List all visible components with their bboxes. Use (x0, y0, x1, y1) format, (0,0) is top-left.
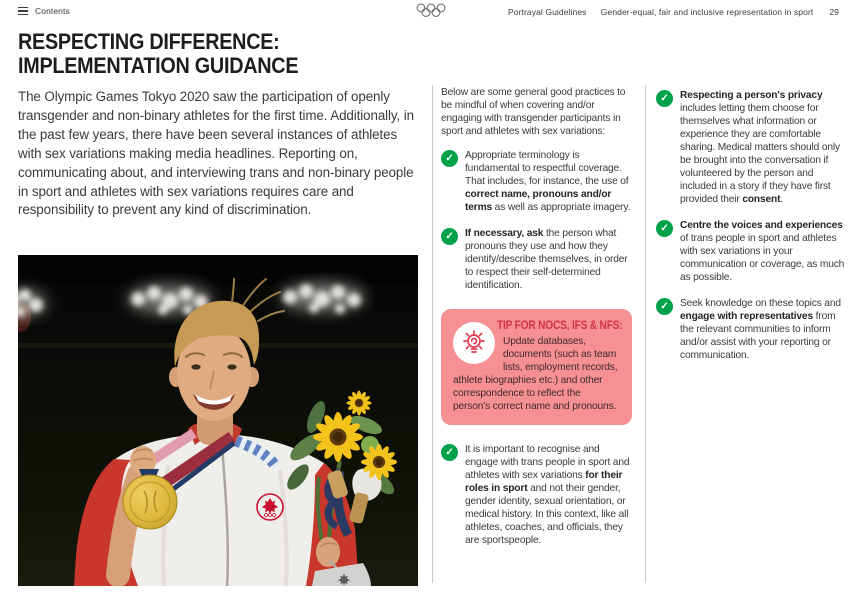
bullet-text: Seek knowledge on these topics and engage with representatives from the relevant communities to inform and/or assist with your reporting or communication. (680, 298, 841, 361)
intro-paragraph: The Olympic Games Tokyo 2020 saw the participation of openly transgender and non-binary athletes for the first time. Additionally, in the past few years, there have been several instances of athletes with sex variations making media headlines. Reporting on, communicating about, and interviewing trans and non-binary people in sport and athletes with sex variations requires care and responsibility to prevent any kind of discrimination. (18, 89, 414, 218)
guidance-bullet (441, 443, 635, 547)
guidance-bullet (441, 149, 635, 214)
bullet-text: If necessary, ask the person what pronouns they use and how they identify/describe themselves, in order to respect their self-determined identification. (465, 228, 628, 291)
check-circle-icon: ✓ (656, 298, 673, 315)
bullet-text: It is important to recognise and engage with trans people in sport and athletes with sex variations for their roles in sport and not their gender, gender identity, sexual orientation, or medical history. In this context, like all athletes, coaches, and officials, they are sportspeople. (465, 444, 630, 546)
guidance-column-middle (441, 86, 635, 560)
guidance-bullet (656, 219, 847, 284)
olympic-rings-icon (416, 3, 446, 18)
doc-subtitle: Gender-equal, fair and inclusive representation in sport (600, 7, 814, 17)
tip-title: TIP FOR NOCS, IFS & NFS: (497, 320, 623, 332)
contents-link[interactable]: Contents (35, 6, 70, 16)
check-circle-icon: ✓ (656, 90, 673, 107)
menu-icon[interactable] (18, 7, 28, 15)
column-divider (645, 85, 646, 583)
guidance-bullet (656, 89, 847, 206)
page-number: 29 (829, 7, 839, 17)
guidance-intro: Below are some general good practices to be mindful of when covering and/or engaging with transgender participants in sport and athletes with sex variations: (441, 87, 626, 137)
doc-title: Portrayal Guidelines (508, 7, 587, 17)
page-title-line1: RESPECTING DIFFERENCE: (18, 29, 280, 54)
athlete-photo (18, 255, 418, 586)
tip-box (441, 309, 632, 425)
tip-body: Update databases, documents (such as team lists, employment records, athlete biographies etc.) and other correspondence to reflect the person's correct name and pronouns. (453, 336, 618, 412)
page-title (18, 30, 298, 77)
page-title-line2: IMPLEMENTATION GUIDANCE (18, 52, 299, 78)
check-circle-icon: ✓ (441, 228, 458, 245)
guidance-column-right (656, 86, 847, 375)
check-circle-icon: ✓ (656, 220, 673, 237)
guidance-bullet (656, 297, 847, 362)
header-bar (0, 0, 855, 22)
guidance-bullet (441, 227, 635, 292)
bullet-text: Respecting a person's privacy includes letting them choose for themselves what information or experience they are comfortable sharing. Medical matters should only be brought into the conversation if volunteered by the person and included in a story if they have first provided their consent. (680, 90, 840, 205)
bullet-text: Centre the voices and experiences of trans people in sport and athletes with sex variations in your communication or coverage, as much as possible. (680, 220, 845, 283)
bullet-text: Appropriate terminology is fundamental to respectful coverage. That includes, for instance, the use of correct name, pronouns and/or terms as well as appropriate imagery. (465, 150, 631, 213)
check-circle-icon: ✓ (441, 444, 458, 461)
check-circle-icon: ✓ (441, 150, 458, 167)
column-divider (432, 85, 433, 583)
